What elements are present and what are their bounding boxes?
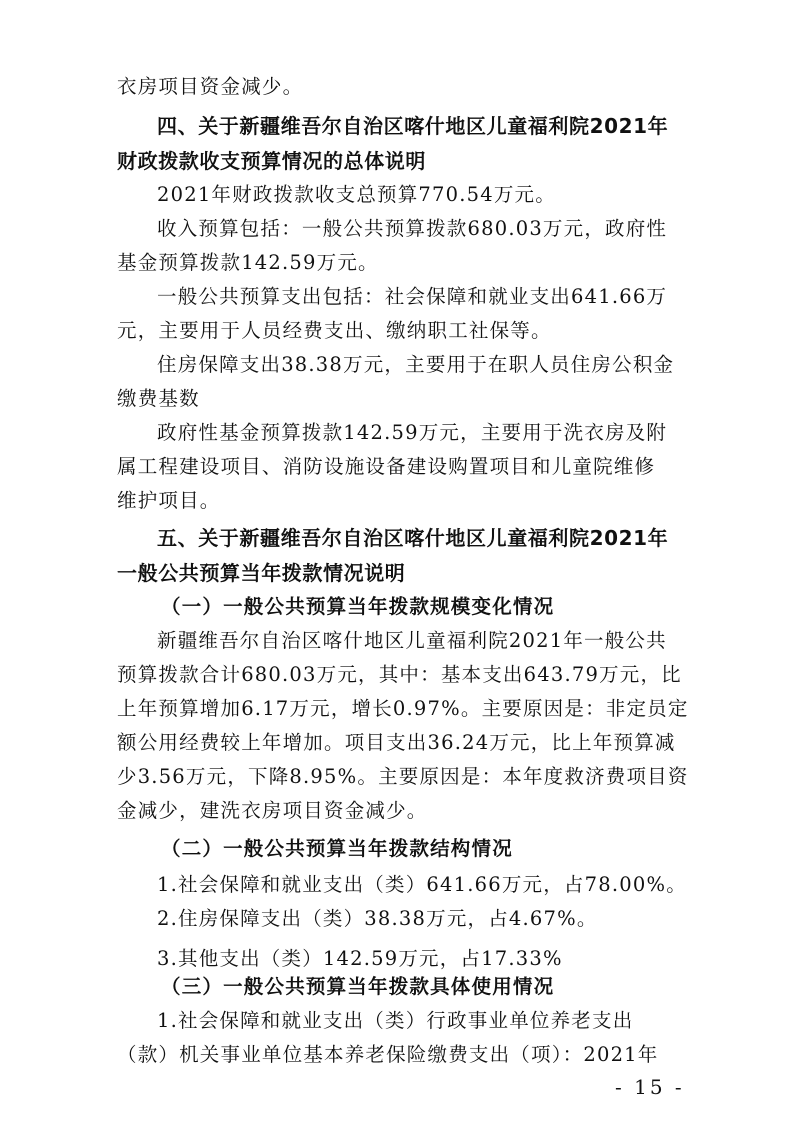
scale-paragraph-line5: 少3.56万元，下降8.95%。主要原因是：本年度救济费项目资	[117, 765, 689, 788]
structure-item-3: 3.其他支出（类）142.59万元，占17.33%	[157, 947, 563, 970]
scale-paragraph-line4: 额公用经费较上年增加。项目支出36.24万元，比上年预算减	[117, 731, 676, 754]
section-heading-five-line1: 五、关于新疆维吾尔自治区喀什地区儿童福利院2021年	[157, 526, 669, 550]
section-heading-four-line1: 四、关于新疆维吾尔自治区喀什地区儿童福利院2021年	[157, 114, 669, 138]
page-number: - 15 -	[615, 1075, 685, 1099]
fund-budget-paragraph-line2: 属工程建设项目、消防设施设备建设购置项目和儿童院维修	[117, 455, 656, 478]
total-budget-paragraph: 2021年财政拨款收支总预算770.54万元。	[157, 183, 556, 206]
scale-paragraph-line3: 上年预算增加6.17万元，增长0.97%。主要原因是：非定员定	[117, 697, 689, 720]
structure-item-2: 2.住房保障支出（类）38.38万元，占4.67%。	[157, 907, 598, 930]
subheading-scale-change: （一）一般公共预算当年拨款规模变化情况	[161, 595, 555, 618]
expenditure-paragraph-line1: 一般公共预算支出包括：社会保障和就业支出641.66万	[157, 285, 668, 308]
section-heading-five-line2: 一般公共预算当年拨款情况说明	[117, 561, 406, 585]
subheading-usage: （三）一般公共预算当年拨款具体使用情况	[161, 975, 555, 998]
structure-item-1: 1.社会保障和就业支出（类）641.66万元，占78.00%。	[157, 873, 687, 896]
housing-paragraph-line1: 住房保障支出38.38万元，主要用于在职人员住房公积金	[157, 353, 675, 376]
income-budget-paragraph-line1: 收入预算包括：一般公共预算拨款680.03万元，政府性	[157, 217, 668, 240]
fund-budget-paragraph-line1: 政府性基金预算拨款142.59万元，主要用于洗衣房及附	[157, 421, 668, 444]
usage-paragraph-line1: 1.社会保障和就业支出（类）行政事业单位养老支出	[157, 1009, 634, 1032]
income-budget-paragraph-line2: 基金预算拨款142.59万元。	[117, 251, 379, 274]
subheading-structure: （二）一般公共预算当年拨款结构情况	[161, 837, 513, 860]
expenditure-paragraph-line2: 元，主要用于人员经费支出、缴纳职工社保等。	[117, 319, 552, 342]
scale-paragraph-line2: 预算拨款合计680.03万元，其中：基本支出643.79万元，比	[117, 663, 682, 686]
fund-budget-paragraph-line3: 维护项目。	[117, 489, 221, 512]
section-heading-four-line2: 财政拨款收支预算情况的总体说明	[117, 149, 426, 173]
housing-paragraph-line2: 缴费基数	[117, 387, 200, 410]
paragraph-continuation-line: 衣房项目资金减少。	[117, 75, 304, 98]
scale-paragraph-line6: 金减少，建洗衣房项目资金减少。	[117, 799, 428, 822]
usage-paragraph-line2: （款）机关事业单位基本养老保险缴费支出（项）：2021年	[117, 1043, 659, 1066]
scale-paragraph-line1: 新疆维吾尔自治区喀什地区儿童福利院2021年一般公共	[157, 629, 667, 652]
